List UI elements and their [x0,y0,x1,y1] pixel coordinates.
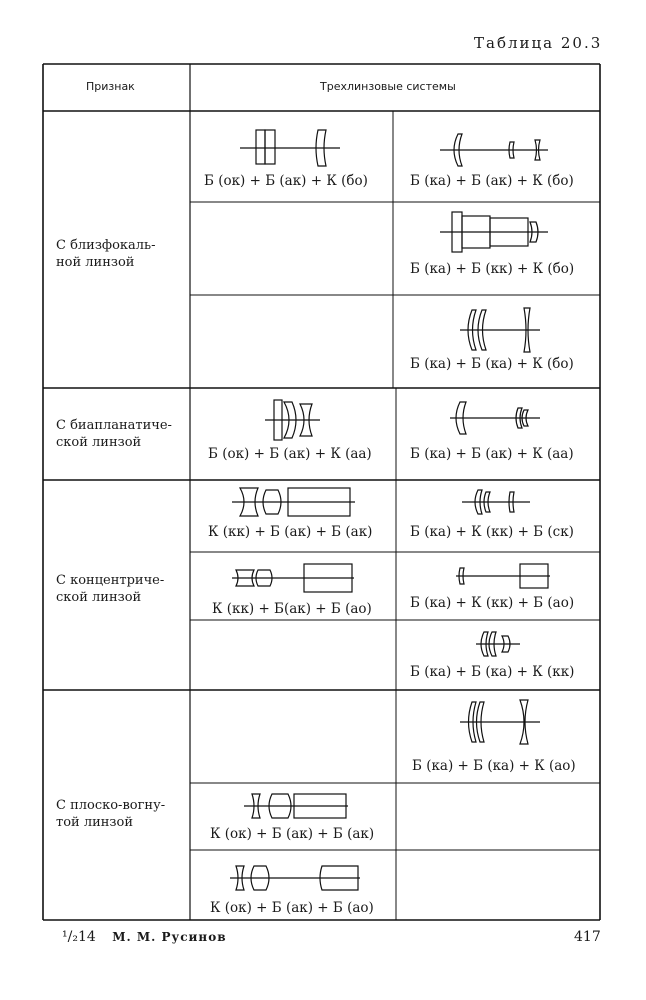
author-name: М. М. Русинов [112,930,227,944]
lens-diagram-r4-left [265,400,320,440]
cell-r4-right: Б (ка) + Б (ак) + К (аа) [410,446,574,462]
lens-diagram-r4-right [450,402,540,434]
lens-diagram-r6-right [456,564,550,588]
table-label: Таблица 20.3 [474,34,603,52]
cell-r8-right: Б (ка) + Б (ка) + К (ао) [412,758,576,774]
feature-plano-concave: С плоско-вогну- той линзой [56,798,166,830]
lens-diagram-r1-right [440,134,548,166]
cell-r10-left: К (ок) + Б (ак) + Б (ао) [210,900,374,916]
footer-left [62,929,227,945]
lens-diagram-r1-left [240,130,340,166]
feature-close-focal: С близфокаль- ной линзой [56,238,156,270]
lens-diagram-r3-right [460,308,540,352]
cell-r5-right: Б (ка) + К (кк) + Б (ск) [410,524,574,540]
lens-diagram-r2-right [440,212,548,252]
cell-r6-left: К (кк) + Б(ак) + Б (ао) [212,601,372,617]
lens-diagram-r7-right [476,632,520,656]
header-systems: Трехлинзовые системы [320,80,456,93]
page-number: 417 [574,929,601,945]
lens-diagram-r9-left [244,794,348,818]
lens-diagram-r5-right [462,490,530,514]
lens-diagram-r8-right [460,700,540,744]
print-signature: ¹/₂14 [62,929,96,945]
cell-r6-right: Б (ка) + К (кк) + Б (ао) [410,595,575,611]
lens-diagram-r10-left [230,866,360,890]
lens-diagram-r5-left [232,488,355,516]
cell-r9-left: К (ок) + Б (ак) + Б (ак) [210,826,375,842]
cell-r3-right: Б (ка) + Б (ка) + К (бо) [410,356,574,372]
lens-diagram-r6-left [232,564,354,592]
cell-r5-left: К (кк) + Б (ак) + Б (ак) [208,524,373,540]
cell-r1-right: Б (ка) + Б (ак) + К (бо) [410,173,574,189]
feature-biaplanatic: С биапланатиче- ской линзой [56,418,172,450]
cell-r4-left: Б (ок) + Б (ак) + К (аа) [208,446,372,462]
header-feature: Признак [86,80,135,93]
cell-r7-right: Б (ка) + Б (ка) + К (кк) [410,664,575,680]
cell-r2-right: Б (ка) + Б (кк) + К (бо) [410,261,575,277]
cell-r1-left: Б (ок) + Б (ак) + К (бо) [204,173,368,189]
feature-concentric: С концентриче- ской линзой [56,573,165,605]
